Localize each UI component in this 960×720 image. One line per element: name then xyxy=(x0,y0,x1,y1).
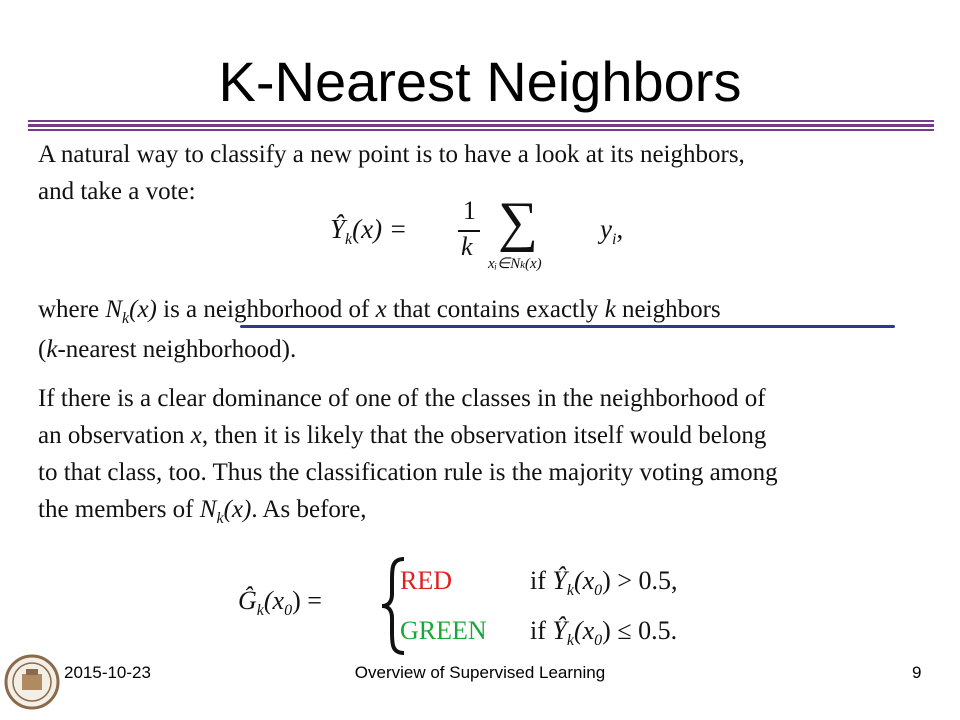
intro-line-1: A natural way to classify a new point is to have a look at its neighbors, xyxy=(38,141,745,168)
eq1-fraction-denominator: k xyxy=(461,232,473,261)
case-green-label: GREEN xyxy=(400,616,487,645)
paragraph2-line-3: to that class, too. Thus the classification rule is the majority voting among xyxy=(38,459,778,486)
equation-knn-average xyxy=(330,191,650,280)
paragraph2-line-2: an observation x, then it is likely that the observation itself would belong xyxy=(38,422,767,449)
intro-line-2: and take a vote: xyxy=(38,178,196,205)
where-line-2: (k-nearest neighborhood). xyxy=(38,336,297,363)
eq1-term: $y_i$, xyxy=(600,214,624,248)
title-divider xyxy=(28,120,934,134)
highlight-underline xyxy=(240,325,895,328)
slide-title: K-Nearest Neighbors xyxy=(218,50,742,113)
case-red-label: RED xyxy=(400,566,452,595)
eq1-fraction-numerator: 1 xyxy=(463,196,476,225)
paragraph2-line-1: If there is a clear dominance of one of the classes in the neighborhood of xyxy=(38,385,766,412)
footer-date: 2015-10-23 xyxy=(64,663,151,682)
paragraph2-line-4: the members of $N_k(x)$. As before, xyxy=(38,496,367,527)
eq1-sum-symbol: ∑ xyxy=(498,191,538,253)
eq1-sum-subscript: xᵢ∈Nk(x) xyxy=(488,256,542,272)
case-red-condition: if $Ŷ_k(x_0) > 0.5$, xyxy=(530,566,678,599)
case-green-condition: if $Ŷ_k(x_0) \le 0.5$. xyxy=(530,616,678,649)
eq1-lhs: $Ŷ_k(x)$ = xyxy=(330,214,408,248)
equation-classification-rule xyxy=(238,556,758,656)
footer-page-number: 9 xyxy=(912,663,922,682)
eq2-lhs: $Ĝ_k(x_0)$ = xyxy=(238,586,322,619)
where-line: where $N_k(x)$ is a neighborhood of x that contains exactly k neighbors xyxy=(38,296,721,327)
footer-course: Overview of Supervised Learning xyxy=(354,663,606,682)
